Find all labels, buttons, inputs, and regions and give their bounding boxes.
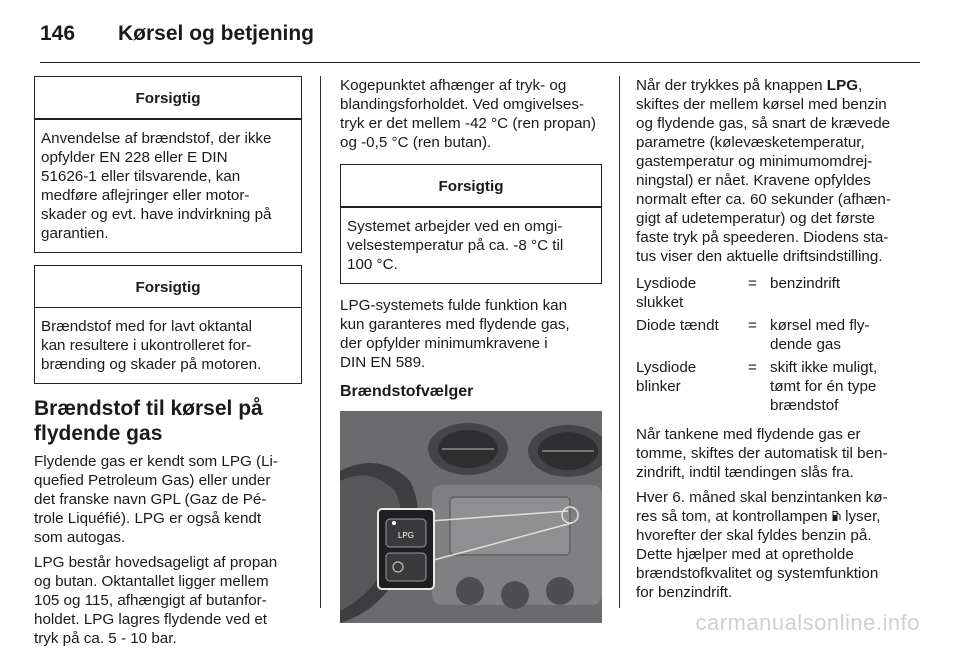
status-row: Lysdiode slukket = benzindrift bbox=[636, 275, 841, 311]
caution-text: Anvendelse af brændstof, der ikke opfylder EN 228 eller E DIN 51626-1 eller tilsvarende, kan medføre aflejringer eller motor- skader og evt. have indvirkning på garantien. bbox=[41, 129, 272, 242]
page-header bbox=[40, 18, 920, 63]
page-number: 146 bbox=[40, 22, 76, 45]
status-row: Diode tændt = kørsel med fly- dende gas bbox=[636, 317, 870, 353]
caution-box bbox=[340, 164, 602, 284]
paragraph: Flydende gas er kendt som LPG (Li- quefied Petroleum Gas) eller under det franske navn GPL (Gaz de Pé- trole Liquéfié). LPG er også kendt som autogas. bbox=[34, 453, 278, 546]
column-divider bbox=[320, 76, 321, 608]
caution-title: Forsigtig bbox=[438, 178, 504, 195]
paragraph: LPG består hovedsageligt af propan og butan. Oktantallet ligger mellem 105 og 115, afhængigt af butanfor- holdet. LPG lagres flydende ved et tryk på ca. 5 - 10 bar. bbox=[34, 554, 278, 647]
column-3 bbox=[636, 76, 904, 608]
caution-text: Brændstof med for lavt oktantal kan resultere i ukontrolleret for- brænding og skader på motoren. bbox=[41, 318, 262, 373]
section-heading: Brændstof til kørsel på flydende gas bbox=[34, 397, 263, 445]
paragraph: Kogepunktet afhænger af tryk- og blandingsforholdet. Ved omgivelses- tryk er det mellem -42 °C (ren propan) og -0,5 °C (ren butan). bbox=[340, 77, 596, 151]
paragraph: Hver 6. måned skal benzintanken kø- res så tom, at kontrollampen lyser, hvorefter der skal fyldes benzin på. Dette hjælper med at opretholde brændstofkvalitet og systemfunktion for benzindrift. bbox=[636, 489, 888, 601]
lpg-button-label: LPG bbox=[397, 530, 415, 540]
column-1 bbox=[34, 76, 302, 654]
paragraph: Når der trykkes på knappen LPG, skiftes der mellem kørsel med benzin og flydende gas, så snart de krævede parametre (kølevæsketemperatur, gastemperatur og minimumomdrej- ningstal) er nået. Kravene opfyldes normalt efter ca. 60 sekunder (afhæn- gigt af udetemperatur) og det første faste tryk på speederen. Diodens sta- tus viser den aktuelle driftsindstilling. bbox=[636, 77, 891, 265]
caution-box bbox=[34, 265, 302, 385]
caution-box bbox=[34, 76, 302, 253]
fuel-pump-icon bbox=[832, 508, 841, 520]
fuel-selector-illustration bbox=[340, 411, 602, 623]
led-status-table bbox=[636, 274, 904, 415]
watermark: carmanualsonline.info bbox=[695, 610, 920, 635]
caution-text: Systemet arbejder ved en omgi- velsestemperatur på ca. -8 °C til 100 °C. bbox=[347, 217, 564, 273]
paragraph: LPG-systemets fulde funktion kan kun garanteres med flydende gas, der opfylder minimumkravene i DIN EN 589. bbox=[340, 296, 570, 371]
caution-title: Forsigtig bbox=[135, 90, 201, 107]
column-2 bbox=[340, 76, 602, 623]
caution-title: Forsigtig bbox=[135, 278, 201, 296]
status-row: Lysdiode blinker = skift ikke muligt, tømt for én type brændstof bbox=[636, 359, 878, 414]
lpg-button-ref: LPG bbox=[826, 77, 859, 94]
column-divider bbox=[619, 76, 620, 608]
page-title: Kørsel og betjening bbox=[118, 22, 315, 45]
subsection-heading: Brændstofvælger bbox=[340, 382, 474, 400]
paragraph: Når tankene med flydende gas er tomme, skiftes der automatisk til ben- zindrift, indtil tændingen slås fra. bbox=[636, 426, 888, 481]
